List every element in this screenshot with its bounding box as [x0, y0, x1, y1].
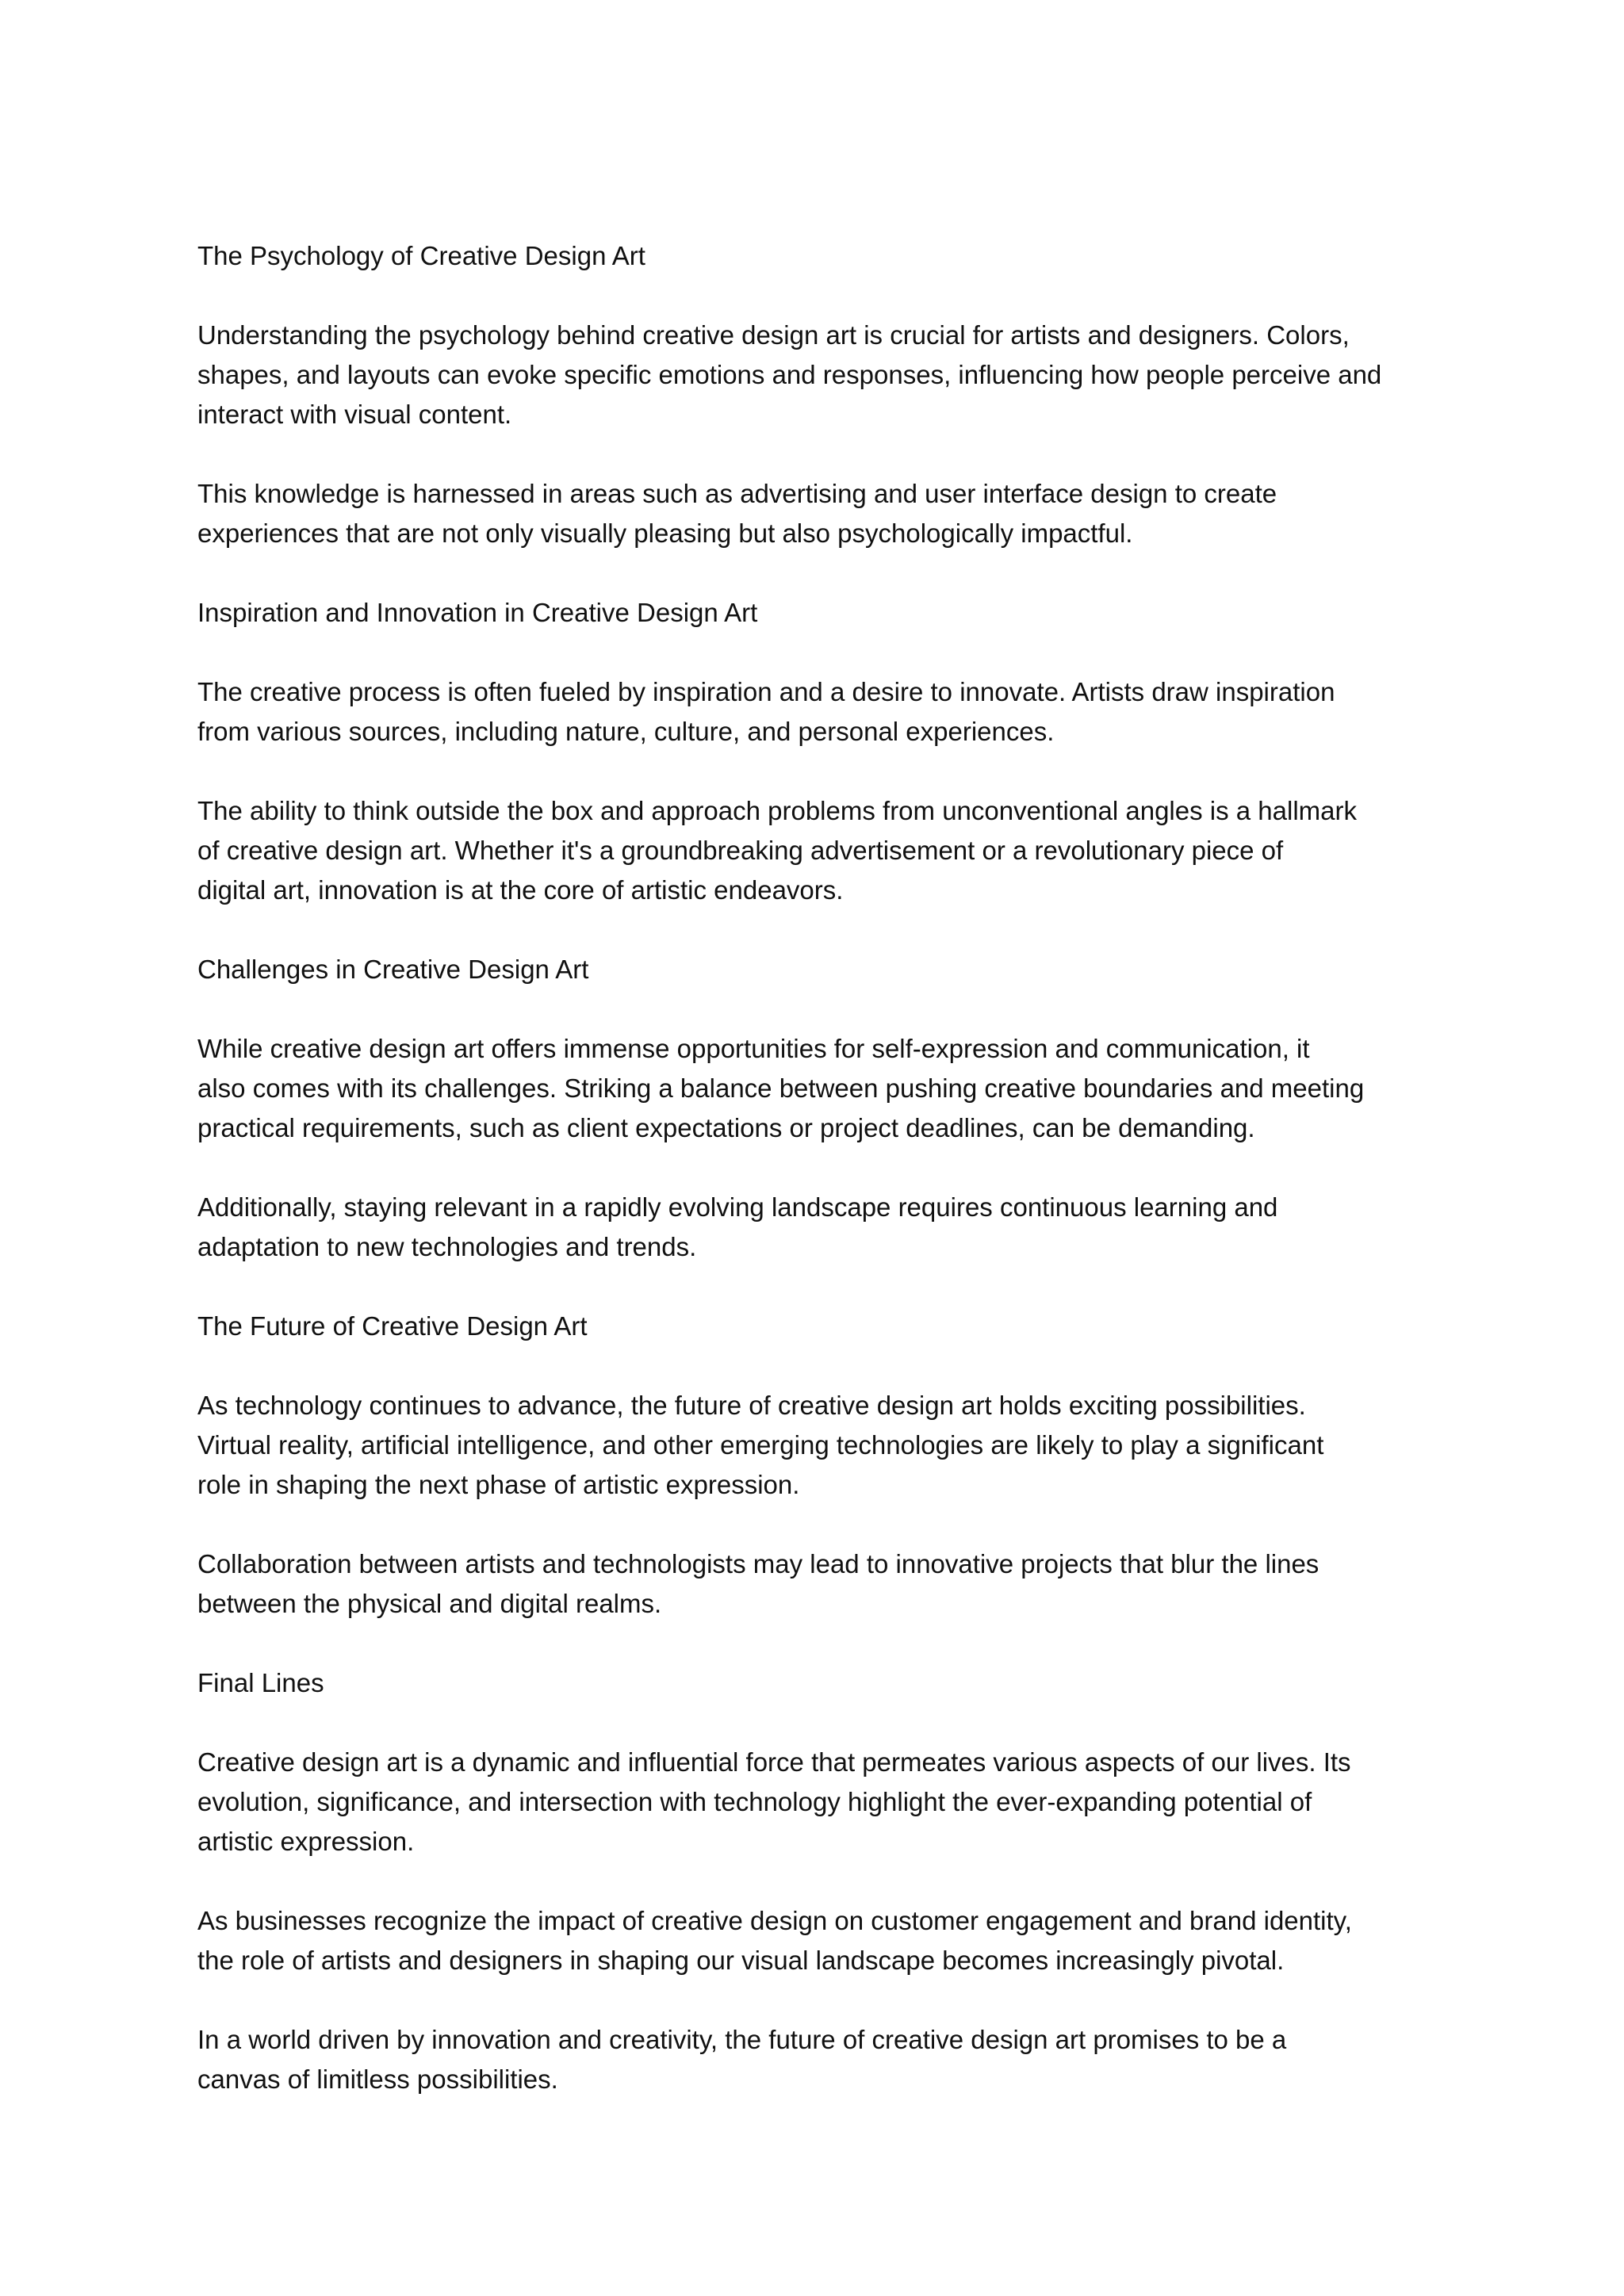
- text-line: In a world driven by innovation and creativity, the future of creative design art promises to be a: [197, 2025, 1287, 2054]
- text-line: role in shaping the next phase of artistic expression.: [197, 1470, 800, 1499]
- section-heading: [197, 1663, 1450, 1703]
- text-line: The Psychology of Creative Design Art: [197, 241, 645, 270]
- text-line: Additionally, staying relevant in a rapidly evolving landscape requires continuous learning and: [197, 1192, 1278, 1222]
- text-line: The creative process is often fueled by inspiration and a desire to innovate. Artists draw inspiration: [197, 677, 1335, 706]
- text-line: adaptation to new technologies and trends.: [197, 1232, 697, 1261]
- paragraph: [197, 672, 1450, 752]
- text-line: canvas of limitless possibilities.: [197, 2064, 558, 2094]
- text-line: between the physical and digital realms.: [197, 1589, 662, 1618]
- text-line: While creative design art offers immense opportunities for self-expression and communication, it: [197, 1034, 1310, 1063]
- text-line: artistic expression.: [197, 1827, 415, 1856]
- paragraph: [197, 474, 1450, 553]
- text-line: Challenges in Creative Design Art: [197, 955, 589, 984]
- section-heading: [197, 236, 1450, 276]
- section-heading: [197, 593, 1450, 633]
- text-line: The ability to think outside the box and approach problems from unconventional angles is a hallmark: [197, 796, 1358, 825]
- text-line: digital art, innovation is at the core of artistic endeavors.: [197, 875, 844, 905]
- paragraph: [197, 1386, 1450, 1505]
- paragraph: [197, 1901, 1450, 1980]
- text-line: of creative design art. Whether it's a groundbreaking advertisement or a revolutionary piece of: [197, 836, 1284, 865]
- paragraph: [197, 316, 1450, 434]
- text-line: This knowledge is harnessed in areas such as advertising and user interface design to create: [197, 479, 1277, 508]
- paragraph: [197, 1188, 1450, 1267]
- text-line: Understanding the psychology behind creative design art is crucial for artists and designers. Colors,: [197, 320, 1350, 350]
- paragraph: [197, 1743, 1450, 1862]
- section-heading: [197, 950, 1450, 989]
- text-line: Collaboration between artists and technologists may lead to innovative projects that blur the lines: [197, 1549, 1320, 1578]
- paragraph: [197, 1544, 1450, 1624]
- text-line: Final Lines: [197, 1668, 324, 1697]
- paragraph: [197, 2020, 1450, 2099]
- text-line: As businesses recognize the impact of creative design on customer engagement and brand identity,: [197, 1906, 1352, 1935]
- text-line: The Future of Creative Design Art: [197, 1311, 588, 1341]
- text-line: Creative design art is a dynamic and influential force that permeates various aspects of our lives. Its: [197, 1747, 1351, 1777]
- paragraph: [197, 791, 1450, 910]
- text-line: interact with visual content.: [197, 400, 512, 429]
- text-line: evolution, significance, and intersection with technology highlight the ever-expanding potential of: [197, 1787, 1312, 1816]
- text-line: the role of artists and designers in shaping our visual landscape becomes increasingly pivotal.: [197, 1946, 1285, 1975]
- text-line: Virtual reality, artificial intelligence, and other emerging technologies are likely to play a significant: [197, 1430, 1324, 1460]
- text-line: from various sources, including nature, culture, and personal experiences.: [197, 717, 1055, 746]
- section-heading: [197, 1307, 1450, 1346]
- paragraph: [197, 1029, 1450, 1148]
- text-line: experiences that are not only visually pleasing but also psychologically impactful.: [197, 519, 1133, 548]
- text-line: shapes, and layouts can evoke specific emotions and responses, influencing how people perceive and: [197, 360, 1382, 389]
- text-line: As technology continues to advance, the future of creative design art holds exciting possibilities.: [197, 1391, 1306, 1420]
- text-line: practical requirements, such as client expectations or project deadlines, can be demanding.: [197, 1113, 1255, 1142]
- text-line: Inspiration and Innovation in Creative Design Art: [197, 598, 758, 627]
- document-body: [197, 236, 1450, 2139]
- text-line: also comes with its challenges. Striking a balance between pushing creative boundaries and meeting: [197, 1073, 1365, 1103]
